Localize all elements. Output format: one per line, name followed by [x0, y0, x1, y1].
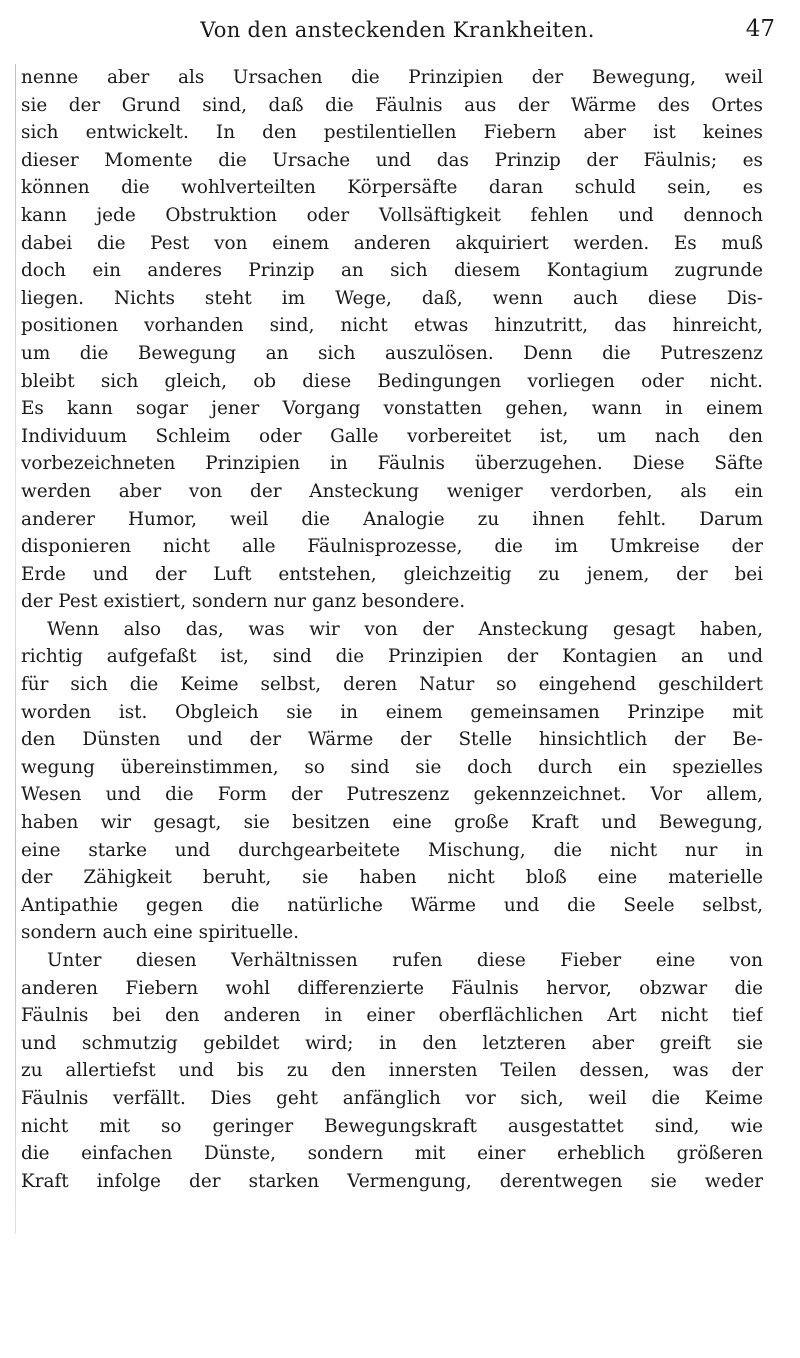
- text-line: die einfachen Dünste, sondern mit einer erheblich größeren: [21, 1143, 763, 1165]
- text-line: dabei die Pest von einem anderen akquiriert werden. Es muß: [21, 232, 763, 254]
- page-number: 47: [745, 16, 775, 42]
- text-line: der Zähigkeit beruht, sie haben nicht bloß eine materielle: [21, 867, 763, 889]
- text-line: Wesen und die Form der Putreszenz gekennzeichnet. Vor allem,: [21, 784, 763, 806]
- text-line: sondern auch eine spirituelle.: [21, 922, 300, 944]
- text-line: Wenn also das, was wir von der Ansteckung gesagt haben,: [47, 618, 763, 640]
- text-line: eine starke und durchgearbeitete Mischung, die nicht nur in: [21, 839, 763, 861]
- text-line: nenne aber als Ursachen die Prinzipien der Bewegung, weil: [21, 67, 763, 88]
- text-line: der Pest existiert, sondern nur ganz besondere.: [21, 591, 466, 613]
- text-line: positionen vorhanden sind, nicht etwas hinzutritt, das hinreicht,: [21, 315, 763, 337]
- text-line: um die Bewegung an sich auszulösen. Denn die Putreszenz: [21, 342, 763, 364]
- text-line: sie der Grund sind, daß die Fäulnis aus der Wärme des Ortes: [21, 94, 763, 116]
- text-line: bleibt sich gleich, ob diese Bedingungen vorliegen oder nicht.: [21, 370, 763, 392]
- body-text: [21, 64, 763, 1195]
- text-line: worden ist. Obgleich sie in einem gemeinsamen Prinzipe mit: [21, 701, 763, 723]
- text-line: Kraft infolge der starken Vermengung, derentwegen sie weder: [21, 1170, 763, 1192]
- text-line: anderen Fiebern wohl differenzierte Fäulnis hervor, obzwar die: [21, 977, 763, 999]
- text-line: Fäulnis verfällt. Dies geht anfänglich vor sich, weil die Keime: [21, 1087, 763, 1109]
- text-line: dieser Momente die Ursache und das Prinzip der Fäulnis; es: [21, 149, 763, 171]
- text-line: wegung übereinstimmen, so sind sie doch durch ein spezielles: [21, 756, 763, 778]
- text-line: anderer Humor, weil die Analogie zu ihnen fehlt. Darum: [21, 508, 763, 530]
- text-line: kann jede Obstruktion oder Vollsäftigkeit fehlen und dennoch: [21, 204, 763, 226]
- text-line: richtig aufgefaßt ist, sind die Prinzipien der Kontagien an und: [21, 646, 763, 668]
- text-line: Es kann sogar jener Vorgang vonstatten gehen, wann in einem: [21, 398, 763, 420]
- binding-edge-shadow: [15, 64, 16, 1234]
- text-line: liegen. Nichts steht im Wege, daß, wenn auch diese Dis-: [21, 287, 763, 309]
- text-line: Erde und der Luft entstehen, gleichzeitig zu jenem, der bei: [21, 563, 763, 585]
- text-line: den Dünsten und der Wärme der Stelle hinsichtlich der Be-: [21, 729, 763, 751]
- text-line: Individuum Schleim oder Galle vorbereitet ist, um nach den: [21, 425, 763, 447]
- text-line: werden aber von der Ansteckung weniger verdorben, als ein: [21, 480, 763, 502]
- running-title: Von den ansteckenden Krankheiten.: [200, 18, 595, 42]
- text-line: und schmutzig gebildet wird; in den letzteren aber greift sie: [21, 1032, 763, 1054]
- text-line: können die wohlverteilten Körpersäfte daran schuld sein, es: [21, 177, 763, 199]
- text-line: nicht mit so geringer Bewegungskraft ausgestattet sind, wie: [21, 1115, 763, 1137]
- text-line: doch ein anderes Prinzip an sich diesem Kontagium zugrunde: [21, 260, 763, 282]
- text-line: Antipathie gegen die natürliche Wärme und die Seele selbst,: [21, 894, 763, 916]
- text-line: Fäulnis bei den anderen in einer oberflächlichen Art nicht tief: [21, 1005, 763, 1027]
- text-line: zu allertiefst und bis zu den innersten Teilen dessen, was der: [21, 1060, 763, 1082]
- text-line: vorbezeichneten Prinzipien in Fäulnis überzugehen. Diese Säfte: [21, 453, 763, 475]
- text-line: disponieren nicht alle Fäulnisprozesse, die im Umkreise der: [21, 536, 763, 558]
- text-line: für sich die Keime selbst, deren Natur so eingehend geschildert: [21, 674, 763, 696]
- text-line: sich entwickelt. In den pestilentiellen Fiebern aber ist keines: [21, 122, 763, 144]
- text-line: haben wir gesagt, sie besitzen eine große Kraft und Bewegung,: [21, 812, 763, 834]
- page-header: [20, 18, 775, 48]
- text-line: Unter diesen Verhältnissen rufen diese Fieber eine von: [47, 950, 763, 971]
